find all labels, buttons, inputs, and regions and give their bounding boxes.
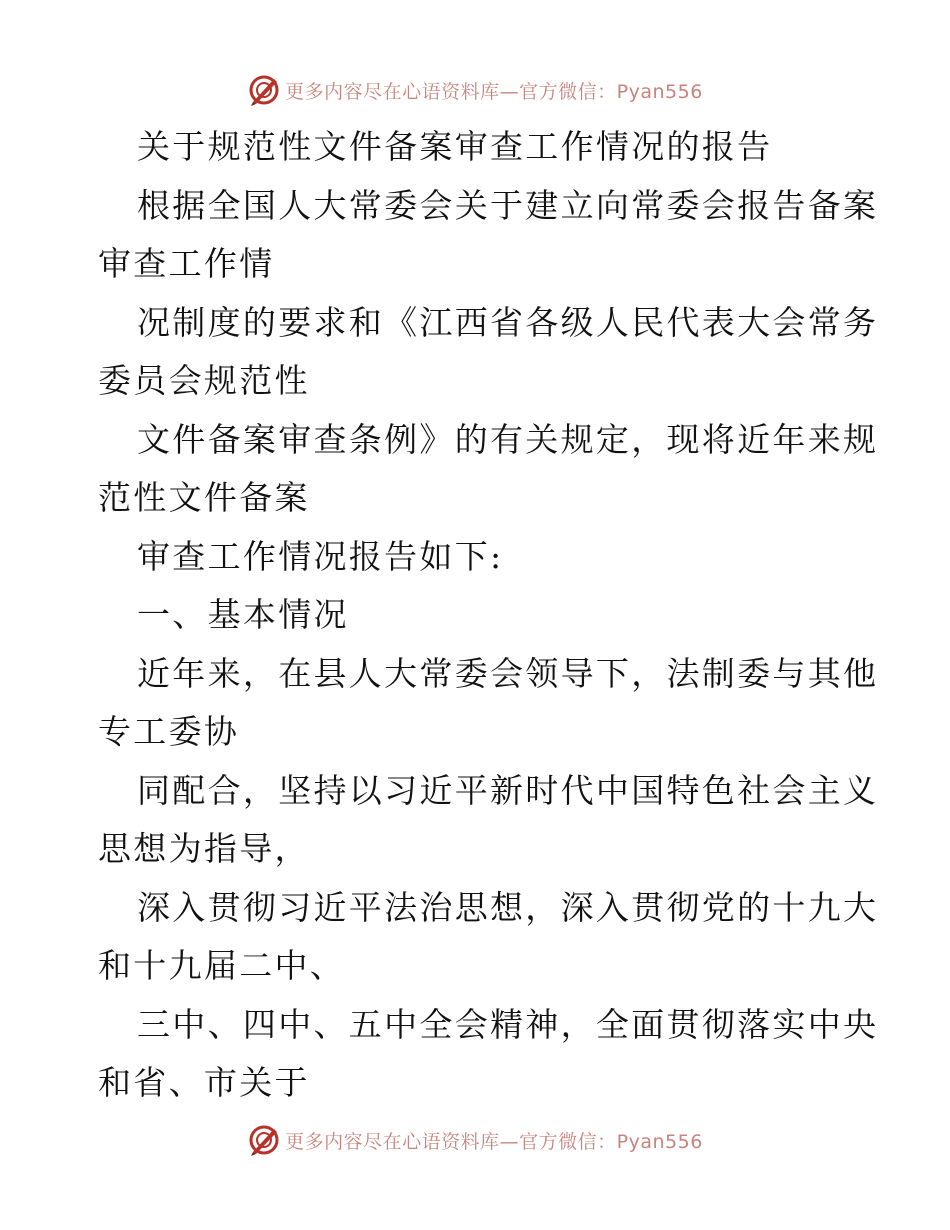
footer-watermark-banner [0,1120,950,1160]
paragraph-line: 同配合，坚持以习近平新时代中国特色社会主义 [137,770,879,810]
paragraph-line: 审查工作情 [98,244,275,283]
paragraph-line: 专工委协 [98,712,240,751]
paragraph-line: 近年来，在县人大常委会领导下，法制委与其他 [137,653,879,693]
paragraph-line: 思想为指导， [98,829,310,868]
paragraph-line: 范性文件备案 [98,478,310,517]
red-circle-pen-logo-icon [247,73,281,107]
paragraph-line: 况制度的要求和《江西省各级人民代表大会常务 [137,302,879,342]
document-body [98,118,879,1113]
paragraph-line: 和省、市关于 [98,1063,310,1102]
red-circle-pen-logo-icon [247,1123,281,1157]
footer-watermark-text: 更多内容尽在心语资料库—官方微信：Pyan556 [285,1130,703,1153]
paragraph-line: 文件备案审查条例》的有关规定，现将近年来规 [137,419,879,459]
paragraph-line: 根据全国人大常委会关于建立向常委会报告备案 [137,185,879,225]
header-watermark-banner [0,70,950,110]
paragraph-line: 三中、四中、五中全会精神，全面贯彻落实中央 [137,1004,879,1044]
paragraph-line: 审查工作情况报告如下: [137,536,504,576]
paragraph-line: 委员会规范性 [98,361,310,400]
document-title: 关于规范性文件备案审查工作情况的报告 [137,127,773,166]
paragraph-line: 和十九届二中、 [98,946,346,985]
header-watermark-text: 更多内容尽在心语资料库—官方微信：Pyan556 [285,80,703,103]
section-heading: 一、基本情况 [137,595,349,634]
paragraph-line: 深入贯彻习近平法治思想，深入贯彻党的十九大 [137,887,879,927]
